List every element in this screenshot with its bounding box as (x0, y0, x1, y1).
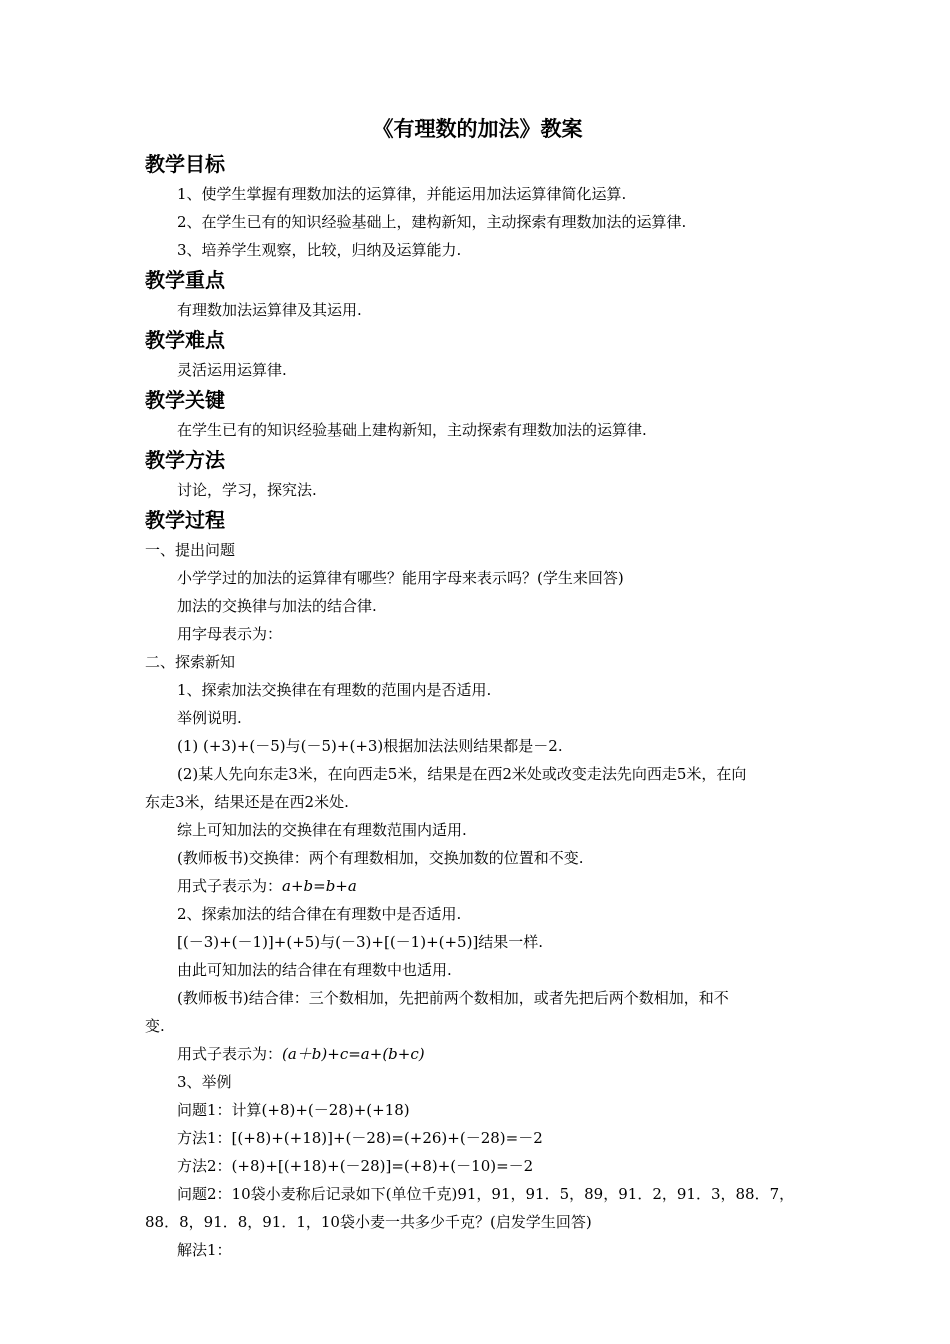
step1-example-2b: 东走3米，结果还是在西2米处. (145, 793, 349, 811)
part1-line-2: 加法的交换律与加法的结合律. (177, 597, 377, 615)
question-1: 问题1：计算(+8)+(－28)+(+18) (177, 1101, 410, 1119)
solution-1: 解法1： (177, 1241, 232, 1259)
step2-example: [(－3)+(－1)]+(+5)与(－3)+[(－1)+(+5)]结果一样. (177, 933, 544, 951)
document-page (145, 112, 810, 1264)
step2-formula-prefix: 用式子表示为： (177, 1045, 283, 1063)
goal-item-2: 2、在学生已有的知识经验基础上，建构新知，主动探索有理数加法的运算律. (177, 213, 687, 231)
step1-example-1: (1) (+3)+(－5)与(－5)+(+3)根据加法法则结果都是－2. (177, 737, 563, 755)
focus-text: 有理数加法运算律及其运用. (177, 301, 362, 319)
part1-line-1: 小学学过的加法的运算律有哪些？能用字母来表示吗？(学生来回答) (177, 569, 624, 587)
method-1: 方法1：[(+8)+(+18)]+(－28)=(+26)+(－28)=－2 (177, 1129, 543, 1147)
key-text: 在学生已有的知识经验基础上建构新知，主动探索有理数加法的运算律. (177, 421, 647, 439)
heading-goals: 教学目标 (145, 152, 225, 176)
step2-board-b: 变. (145, 1017, 165, 1035)
step1-example: 举例说明. (177, 709, 242, 727)
step2-formula-line (145, 1040, 810, 1068)
part1-line-3: 用字母表示为： (177, 625, 283, 643)
heading-method: 教学方法 (145, 448, 225, 472)
step2-board-a: (教师板书)结合律：三个数相加，先把前两个数相加，或者先把后两个数相加，和不 (177, 989, 729, 1007)
step2-title: 2、探索加法的结合律在有理数中是否适用. (177, 905, 462, 923)
step3-title: 3、举例 (177, 1073, 232, 1091)
part2-label: 二、探索新知 (145, 653, 236, 671)
heading-focus: 教学重点 (145, 268, 225, 292)
step1-title: 1、探索加法交换律在有理数的范围内是否适用. (177, 681, 492, 699)
step2-conclusion: 由此可知加法的结合律在有理数中也适用. (177, 961, 452, 979)
heading-difficulty: 教学难点 (145, 328, 225, 352)
step1-board: (教师板书)交换律：两个有理数相加，交换加数的位置和不变. (177, 849, 584, 867)
heading-key: 教学关键 (145, 388, 225, 412)
heading-process: 教学过程 (145, 508, 225, 532)
step2-formula: (a＋b)+c=a+(b+c) (282, 1045, 425, 1063)
method-text: 讨论，学习，探究法. (177, 481, 317, 499)
document-title: 《有理数的加法》教案 (372, 117, 583, 141)
part1-label: 一、提出问题 (145, 541, 236, 559)
difficulty-text: 灵活运用运算律. (177, 361, 287, 379)
method-2: 方法2：(+8)+[(+18)+(－28)]=(+8)+(－10)=－2 (177, 1157, 534, 1175)
step1-formula-line (145, 872, 810, 900)
step1-conclusion: 综上可知加法的交换律在有理数范围内适用. (177, 821, 467, 839)
goal-item-3: 3、培养学生观察，比较，归纳及运算能力. (177, 241, 462, 259)
question-2a: 问题2：10袋小麦称后记录如下(单位千克)91，91，91．5，89，91．2，91．3，88．7， (177, 1185, 795, 1203)
step1-formula-prefix: 用式子表示为： (177, 877, 283, 895)
step1-formula: a+b=b+a (282, 877, 357, 895)
step1-example-2a: (2)某人先向东走3米，在向西走5米，结果是在西2米处或改变走法先向西走5米，在向 (177, 765, 747, 783)
goal-item-1: 1、使学生掌握有理数加法的运算律，并能运用加法运算律简化运算. (177, 185, 627, 203)
question-2b: 88．8，91．8，91．1，10袋小麦一共多少千克？(启发学生回答) (145, 1213, 592, 1231)
